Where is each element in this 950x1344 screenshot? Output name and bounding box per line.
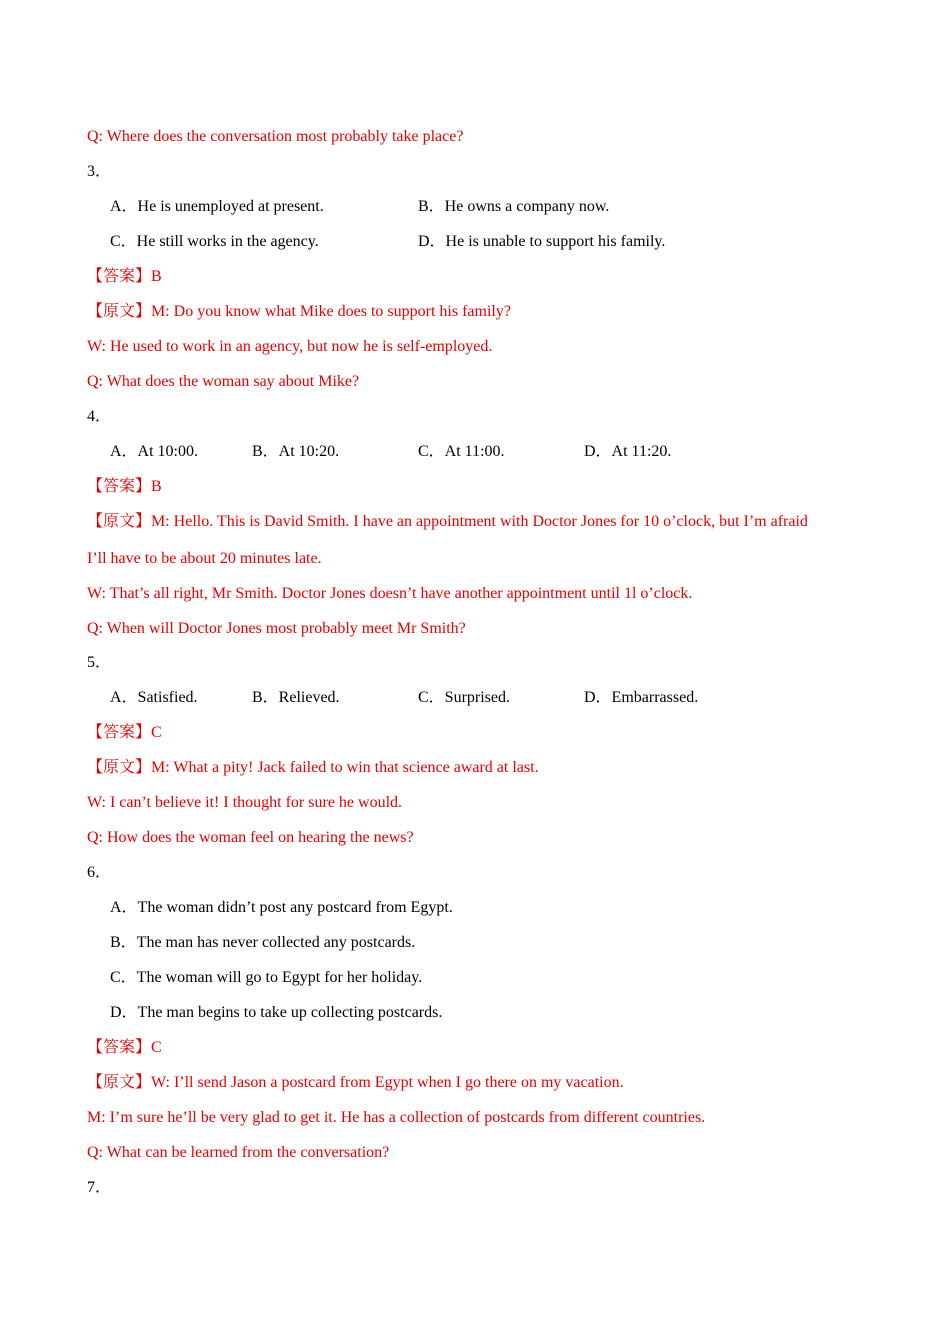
q4-script-line: I’ll have to be about 20 minutes late. bbox=[87, 550, 322, 567]
q6-option-c: C．The woman will go to Egypt for her holiday. bbox=[110, 969, 423, 986]
q3-script-line: Q: What does the woman say about Mike? bbox=[87, 373, 360, 390]
q4-script-line: W: That’s all right, Mr Smith. Doctor Jones doesn’t have another appointment until 1l o’clock. bbox=[87, 585, 693, 602]
q3-option-d: D．He is unable to support his family. bbox=[418, 233, 666, 250]
q3-answer: 【答案】B bbox=[87, 268, 162, 285]
q4-option-c: C．At 11:00. bbox=[418, 443, 505, 460]
q3-option-c: C．He still works in the agency. bbox=[110, 233, 319, 250]
q2-question: Q: Where does the conversation most probably take place? bbox=[87, 128, 464, 145]
q6-answer: 【答案】C bbox=[87, 1039, 162, 1056]
q3-option-b: B．He owns a company now. bbox=[418, 198, 610, 215]
q3-script-line: W: He used to work in an agency, but now he is self-employed. bbox=[87, 338, 493, 355]
q6-script-line: M: I’m sure he’ll be very glad to get it. He has a collection of postcards from different countries. bbox=[87, 1109, 706, 1126]
q4-script-line: Q: When will Doctor Jones most probably meet Mr Smith? bbox=[87, 620, 466, 637]
q6-script-line: Q: What can be learned from the conversation? bbox=[87, 1144, 390, 1161]
q6-option-a: A．The woman didn’t post any postcard from Egypt. bbox=[110, 899, 453, 916]
q5-number: 5． bbox=[87, 654, 112, 671]
q4-option-d: D．At 11:20. bbox=[584, 443, 672, 460]
q4-script-line: 【原文】M: Hello. This is David Smith. I have an appointment with Doctor Jones for 10 o’clock, but I’m afraid bbox=[87, 513, 808, 530]
q3-number: 3． bbox=[87, 163, 112, 180]
q6-number: 6． bbox=[87, 864, 112, 881]
q5-answer: 【答案】C bbox=[87, 724, 162, 741]
q6-option-b: B．The man has never collected any postcards. bbox=[110, 934, 416, 951]
q5-script-line: W: I can’t believe it! I thought for sure he would. bbox=[87, 794, 403, 811]
q5-script-line: 【原文】M: What a pity! Jack failed to win that science award at last. bbox=[87, 759, 539, 776]
q5-option-d: D．Embarrassed. bbox=[584, 689, 699, 706]
q5-option-b: B．Relieved. bbox=[252, 689, 340, 706]
q3-script-line: 【原文】M: Do you know what Mike does to support his family? bbox=[87, 303, 511, 320]
q4-option-a: A．At 10:00. bbox=[110, 443, 199, 460]
q5-script-line: Q: How does the woman feel on hearing the news? bbox=[87, 829, 414, 846]
q6-script-line: 【原文】W: I’ll send Jason a postcard from Egypt when I go there on my vacation. bbox=[87, 1074, 624, 1091]
q3-option-a: A．He is unemployed at present. bbox=[110, 198, 324, 215]
q5-option-c: C．Surprised. bbox=[418, 689, 511, 706]
q4-answer: 【答案】B bbox=[87, 478, 162, 495]
q5-option-a: A．Satisfied. bbox=[110, 689, 198, 706]
q4-number: 4． bbox=[87, 408, 112, 425]
q4-option-b: B．At 10:20. bbox=[252, 443, 340, 460]
q7-number: 7． bbox=[87, 1179, 112, 1196]
q6-option-d: D．The man begins to take up collecting postcards. bbox=[110, 1004, 443, 1021]
